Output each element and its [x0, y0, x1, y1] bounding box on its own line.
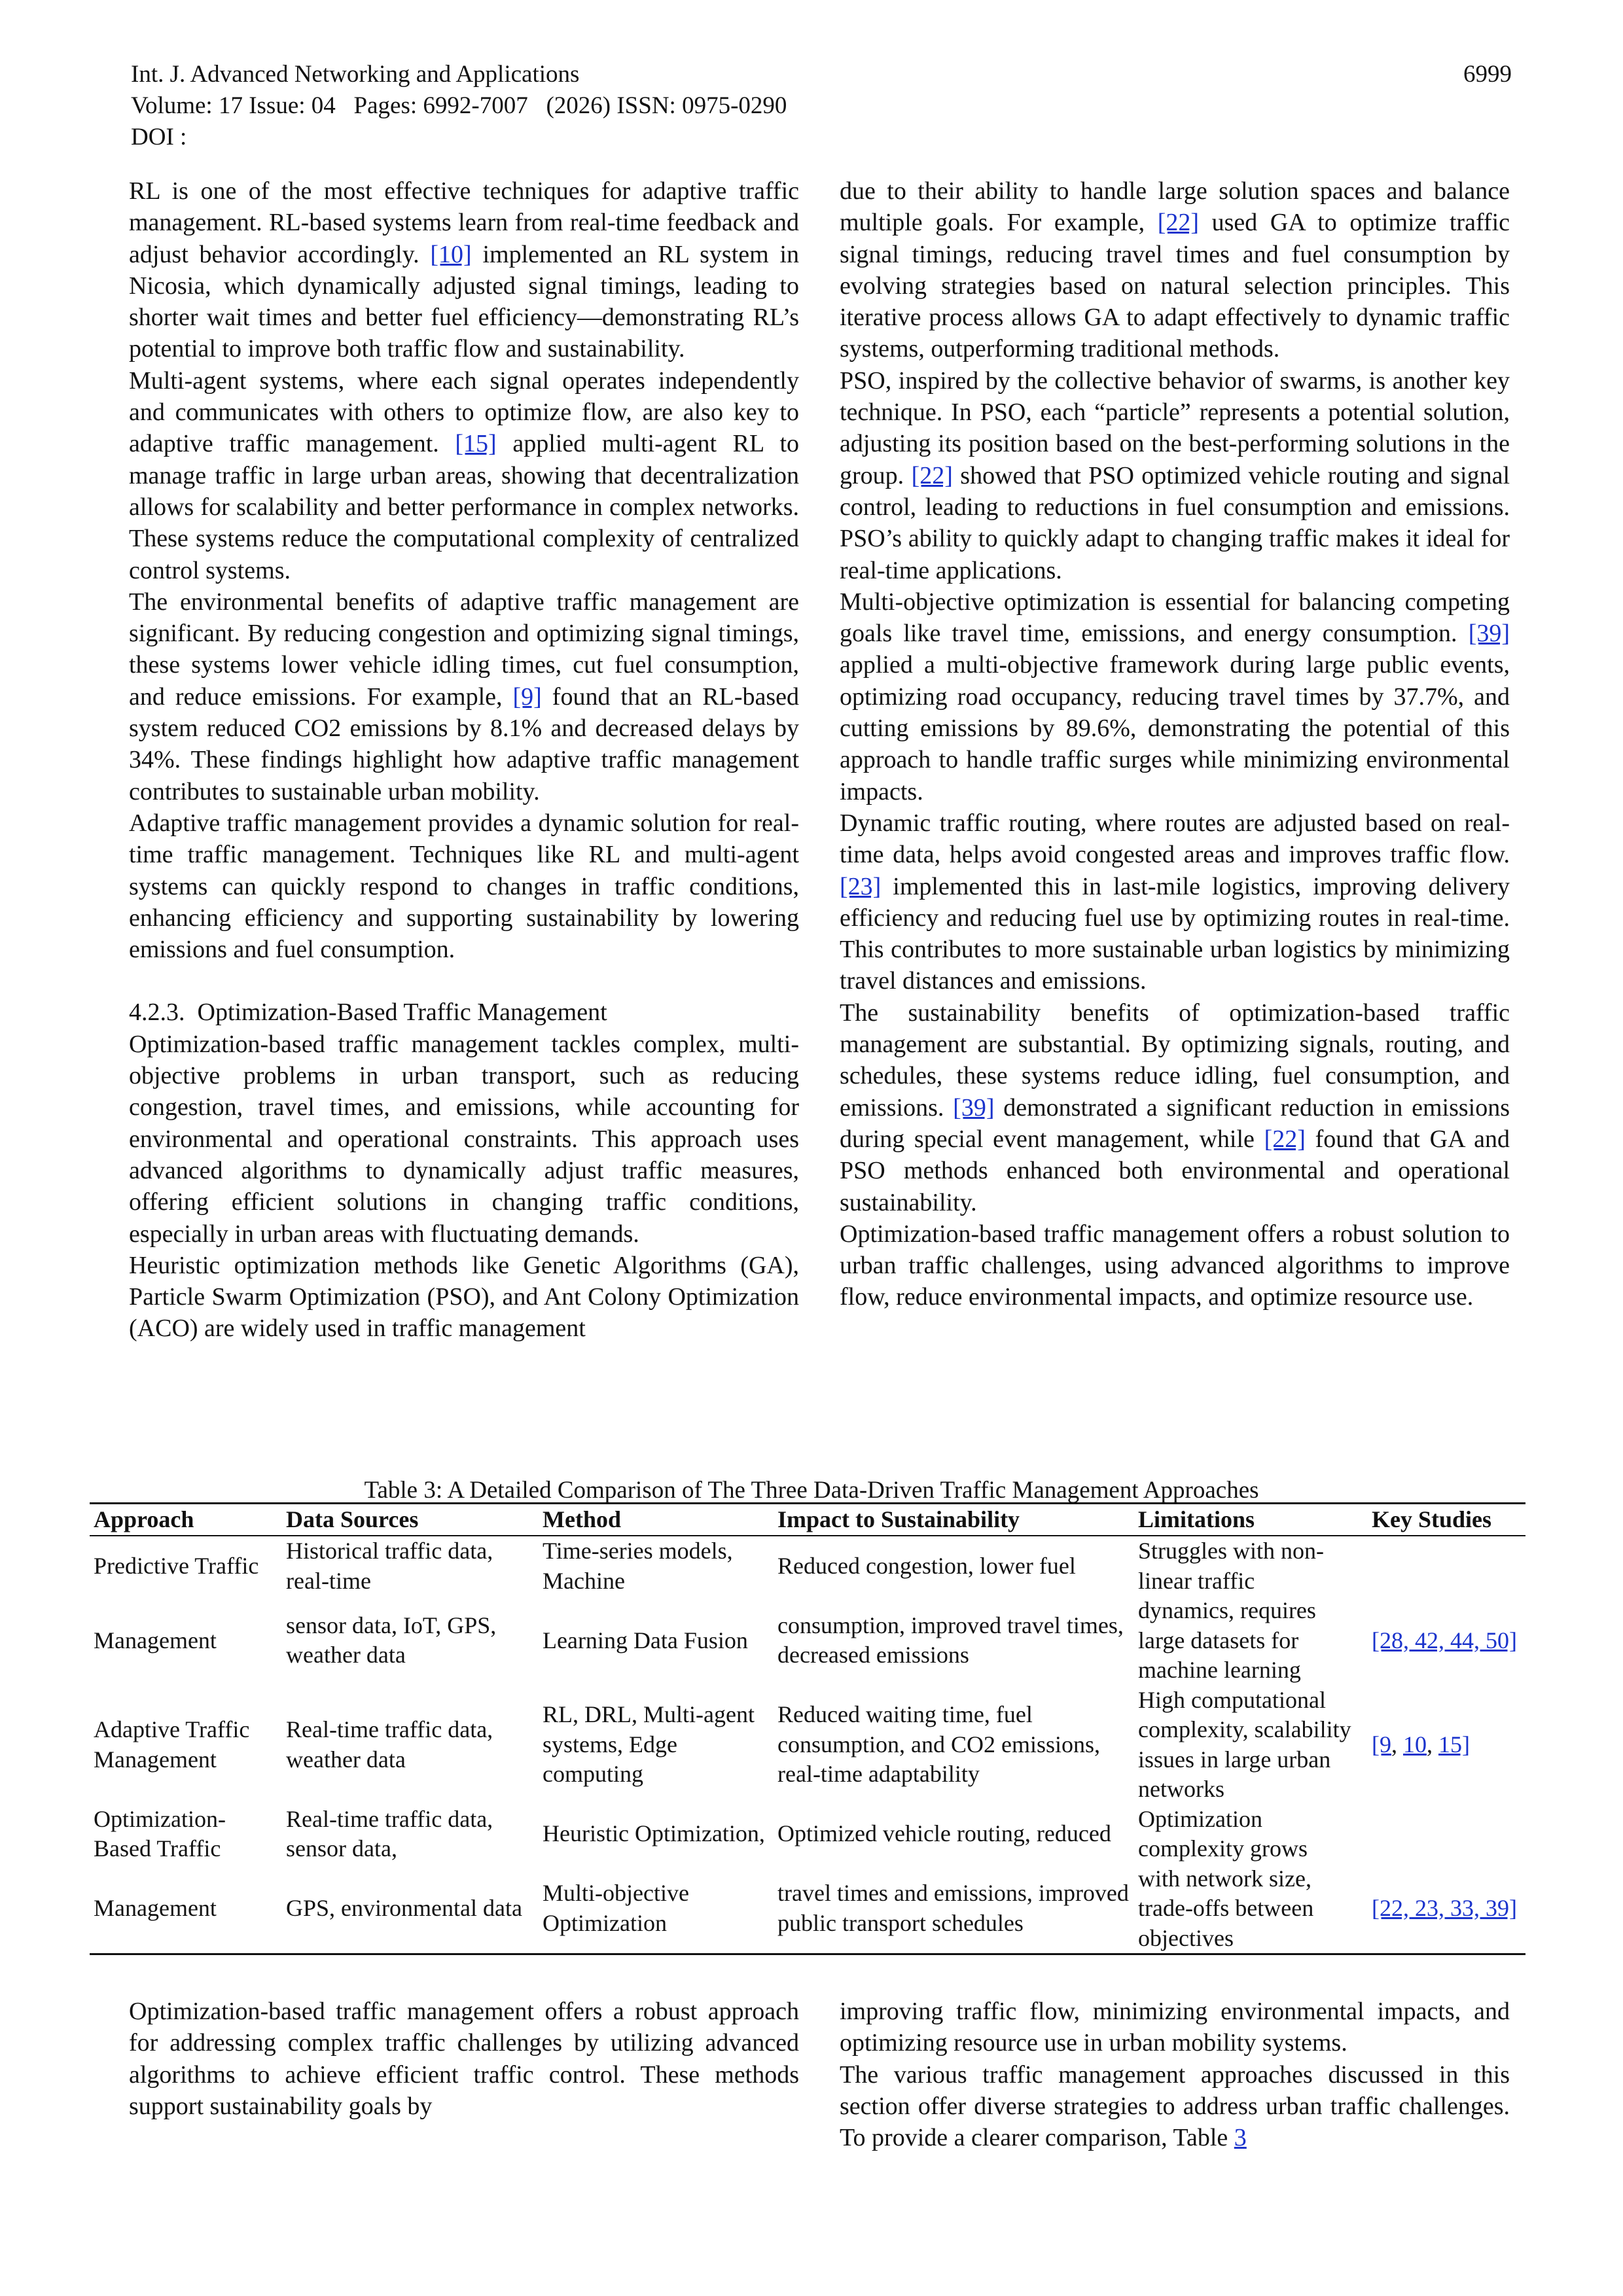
paragraph: Heuristic optimization methods like Genetic Algorithms (GA), Particle Swarm Optimization (PSO), and Ant Colony Optimization (ACO) are widely used in traffic management: [129, 1251, 799, 1343]
bottom-right-column: [840, 1996, 1510, 2153]
paragraph: [840, 586, 1510, 807]
text: The various traffic management approaches discussed in this section offer diverse strategies to address urban traffic challenges. To provide a clearer comparison, Table: [840, 2060, 1510, 2152]
text: demonstrated a significant reduction in emissions during special event management, while: [840, 1093, 1510, 1153]
text: The sustainability benefits of optimization-based traffic management are substantial. By optimizing signals, routing, and schedules, these systems reduce idling, fuel consumption, and emissions.: [840, 998, 1510, 1122]
text: The environmental benefits of adaptive traffic management are significant. By reducing congestion and optimizing signal timings, these systems lower vehicle idling times, cut fuel consumption, and reduce emissions. For example,: [129, 588, 799, 711]
cell-approach: Management: [94, 1627, 217, 1653]
paragraph: [840, 175, 1510, 365]
text: found that GA and PSO methods enhanced both environmental and operational sustainability.: [840, 1125, 1510, 1216]
text: applied multi-agent RL to manage traffic in large urban areas, showing that decentralization allows for scalability and better performance in complex networks. These systems reduce the computational complexity of centralized control systems.: [129, 430, 799, 584]
cell-method: Multi-objective Optimization: [539, 1864, 774, 1954]
cell-limitations: High computational complexity, scalability issues in large urban networks: [1138, 1686, 1351, 1802]
paragraph: Optimization-based traffic management tackles complex, multi-objective problems in urban transport, such as reducing congestion, travel times, and emissions, while accounting for environmental and operational constraints. This approach uses advanced algorithms to dynamically adjust traffic measures, offering efficient solutions in changing traffic conditions, especially in urban areas with fluctuating demands.: [129, 1030, 799, 1248]
citation-link[interactable]: [9]: [512, 682, 542, 711]
cell-approach: Optimization-Based Traffic: [94, 1805, 226, 1862]
cell-method: Learning Data Fusion: [543, 1627, 748, 1653]
table-row: [90, 1864, 1525, 1954]
text: showed that PSO optimized vehicle routing and signal control, leading to reductions in fuel consumption and emissions. PSO’s ability to quickly adapt to changing traffic makes it ideal for real-time applications.: [840, 461, 1510, 584]
cell-data-sources: sensor data, IoT, GPS, weather data: [286, 1612, 497, 1669]
cell-method: Time-series models, Machine: [543, 1538, 733, 1594]
paragraph: [840, 997, 1510, 1218]
volume-line: Volume: 17 Issue: 04 Pages: 6992-7007 (2026) ISSN: 0975-0290: [131, 92, 787, 119]
cell-impact: Optimized vehicle routing, reduced: [777, 1820, 1111, 1847]
citation-link[interactable]: [10]: [430, 240, 472, 268]
table-caption: Table 3: A Detailed Comparison of The Three Data-Driven Traffic Management Approaches: [364, 1477, 1259, 1504]
text: RL is one of the most effective techniques for adaptive traffic management. RL-based systems learn from real-time feedback and adjust behavior accordingly.: [129, 177, 799, 268]
table-header-row: [90, 1504, 1525, 1536]
paragraph: [129, 365, 799, 586]
doi-line: DOI :: [131, 124, 187, 150]
cell-approach: Predictive Traffic: [94, 1552, 259, 1579]
comparison-table: [90, 1502, 1525, 1955]
citation-link[interactable]: [23]: [840, 872, 882, 900]
citation-link[interactable]: [28, 42, 44, 50]: [1372, 1627, 1517, 1653]
citation-link[interactable]: [22]: [911, 461, 953, 489]
page-number: 6999: [1463, 61, 1512, 88]
cell-limitations: dynamics, requires large datasets for machine learning: [1138, 1597, 1316, 1683]
table-reference-link[interactable]: 3: [1234, 2124, 1247, 2152]
separator: ,: [1427, 1731, 1438, 1757]
section-heading: 4.2.3. Optimization-Based Traffic Management: [129, 998, 607, 1027]
cell-limitations: Struggles with non-linear traffic: [1138, 1538, 1324, 1594]
citation-link[interactable]: [22]: [1264, 1125, 1306, 1153]
paragraph: Adaptive traffic management provides a dynamic solution for real-time traffic management. Techniques like RL and multi-agent systems can quickly respond to changes in traffic conditions, enhancing efficiency and supporting sustainability by lowering emissions and fuel consumption.: [129, 809, 799, 964]
cell-method: Heuristic Optimization,: [543, 1820, 765, 1847]
table-row: [90, 1805, 1525, 1864]
header-data-sources: Data Sources: [282, 1504, 539, 1536]
header-impact: Impact to Sustainability: [774, 1504, 1134, 1536]
journal-title: Int. J. Advanced Networking and Applications: [131, 61, 580, 88]
paragraph: improving traffic flow, minimizing environmental impacts, and optimizing resource use in urban mobility systems.: [840, 1998, 1510, 2057]
cell-data-sources: Historical traffic data, real-time: [286, 1538, 493, 1594]
citation-link[interactable]: [15]: [455, 430, 497, 458]
cell-key-studies: [1368, 1596, 1525, 1686]
paragraph: [840, 365, 1510, 586]
text: Dynamic traffic routing, where routes are adjusted based on real-time data, helps avoid congested areas and improves traffic flow.: [840, 809, 1510, 869]
citation-link[interactable]: [22]: [1157, 209, 1200, 237]
cell-key-studies: [1368, 1805, 1525, 1864]
header-approach: Approach: [90, 1504, 282, 1536]
citation-link[interactable]: [39]: [1468, 620, 1510, 648]
cell-data-sources: Real-time traffic data, weather data: [286, 1716, 493, 1773]
cell-key-studies: [1368, 1686, 1525, 1805]
table-row: [90, 1596, 1525, 1686]
header-key-studies: Key Studies: [1368, 1504, 1525, 1536]
table-row: [90, 1536, 1525, 1596]
right-column: [840, 175, 1510, 1313]
cell-approach: Management: [90, 1864, 282, 1954]
paragraph: [129, 586, 799, 807]
paragraph: [129, 175, 799, 365]
citation-link[interactable]: 15]: [1438, 1731, 1470, 1757]
text: implemented an RL system in Nicosia, which dynamically adjusted signal timings, leading to shorter wait times and better fuel efficiency—demonstrating RL’s potential to improve both traffic flow and sustainability.: [129, 240, 799, 363]
cell-method: RL, DRL, Multi-agent systems, Edge computing: [543, 1701, 755, 1788]
text: applied a multi-objective framework during large public events, optimizing road occupancy, reducing travel times by 37.7%, and cutting emissions by 89.6%, demonstrating the potential of this approach to handle traffic surges while minimizing environmental impacts.: [840, 651, 1510, 805]
page-header: [131, 59, 1512, 153]
cell-impact: Reduced waiting time, fuel consumption, and CO2 emissions, real-time adaptability: [777, 1701, 1100, 1788]
text: Multi-objective optimization is essential for balancing competing goals like travel time, emissions, and energy consumption.: [840, 588, 1510, 648]
citation-link[interactable]: [9: [1372, 1731, 1391, 1757]
cell-data-sources: Real-time traffic data, sensor data,: [286, 1805, 493, 1862]
citation-link[interactable]: [22, 23, 33, 39]: [1372, 1895, 1517, 1921]
cell-key-studies: [1368, 1864, 1525, 1954]
text: PSO, inspired by the collective behavior of swarms, is another key technique. In PSO, each “particle” represents a potential solution, adjusting its position based on the best-performing solutions in the group.: [840, 366, 1510, 489]
bottom-left-column: [129, 1996, 799, 2122]
paragraph: [840, 807, 1510, 997]
paragraph: Optimization-based traffic management offers a robust approach for addressing complex traffic challenges by utilizing advanced algorithms to achieve efficient traffic control. These methods support sustainability goals by: [129, 1998, 799, 2120]
left-column: [129, 175, 799, 1345]
cell-impact: travel times and emissions, improved public transport schedules: [774, 1864, 1134, 1954]
cell-approach: Adaptive Traffic Management: [94, 1716, 250, 1773]
separator: ,: [1391, 1731, 1403, 1757]
cell-key-studies: [1368, 1536, 1525, 1596]
text: found that an RL-based system reduced CO2 emissions by 8.1% and decreased delays by 34%. These findings highlight how adaptive traffic management contributes to sustainable urban mobility.: [129, 682, 799, 805]
cell-impact: consumption, improved travel times, decreased emissions: [777, 1612, 1124, 1669]
table-row: [90, 1686, 1525, 1805]
cell-limitations: with network size, trade-offs between objectives: [1134, 1864, 1368, 1954]
text: implemented this in last-mile logistics, improving delivery efficiency and reducing fuel use by optimizing routes in real-time. This contributes to more sustainable urban logistics by minimizing travel distances and emissions.: [840, 872, 1510, 995]
text: used GA to optimize traffic signal timings, reducing travel times and fuel consumption by evolving strategies based on natural selection principles. This iterative process allows GA to adapt effectively to dynamic traffic systems, outperforming traditional methods.: [840, 209, 1510, 363]
text: Multi-agent systems, where each signal operates independently and communicates with others to optimize flow, are also key to adaptive traffic management.: [129, 366, 799, 458]
paragraph: [840, 2059, 1510, 2154]
cell-impact: Reduced congestion, lower fuel: [777, 1552, 1076, 1579]
text: due to their ability to handle large solution spaces and balance multiple goals. For example,: [840, 177, 1510, 237]
header-method: Method: [539, 1504, 774, 1536]
citation-link[interactable]: 10: [1403, 1731, 1427, 1757]
cell-limitations: Optimization complexity grows: [1138, 1805, 1308, 1862]
cell-data-sources: GPS, environmental data: [282, 1864, 539, 1954]
paragraph: Optimization-based traffic management offers a robust solution to urban traffic challenges, using advanced algorithms to improve flow, reduce environmental impacts, and optimize resource use.: [840, 1220, 1510, 1311]
citation-link[interactable]: [39]: [953, 1093, 995, 1122]
header-limitations: Limitations: [1134, 1504, 1368, 1536]
